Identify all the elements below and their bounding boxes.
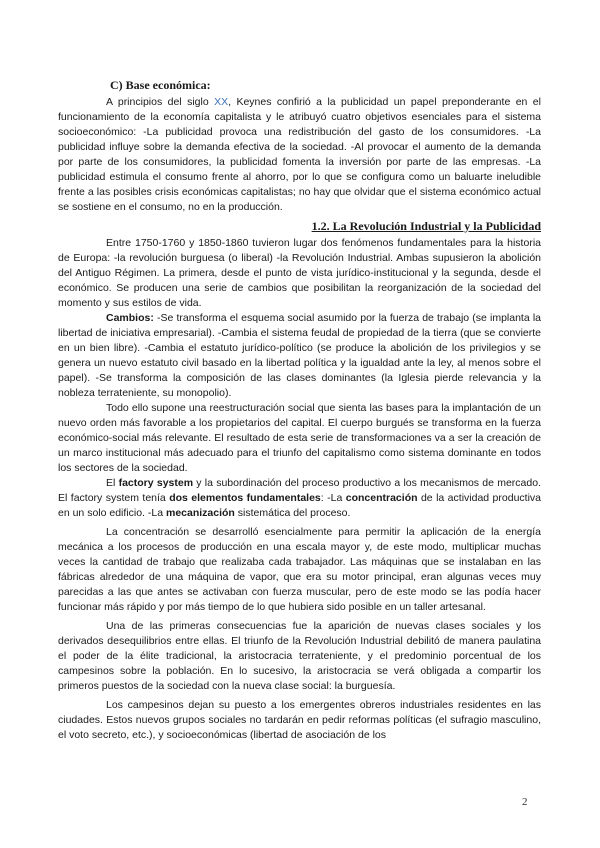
paragraph-cambios: Cambios: -Se transforma el esquema social asumido por la fuerza de trabajo (se implanta la libertad de iniciativa empresarial). -Cambia el sistema feudal de propiedad de la tierra (que se convierte en un bien libre). -Cambia el estatuto jurídico-político (se produce la abolición de los privilegios y se genera un nuevo estatuto civil basado en la libertad política y la igualdad ante la ley, al menos sobre el papel). -Se transforma la composición de las clases dominantes (la Iglesia pierde relevancia y la nobleza terrateniente, su monopolio). (58, 312, 541, 399)
section-1-2-title: 1.2. La Revolución Industrial y la Publicidad (311, 219, 541, 233)
paragraph-concentracion: La concentración se desarrolló esencialmente para permitir la aplicación de la energía mecánica a los procesos de producción en una escala mayor y, de este modo, multiplicar muchas veces la cantidad de trabajo que realizaba cada trabajador. Las máquinas que se instalaban en las fábricas alrededor de una máquina de vapor, que era su motor principal, eran algunas veces muy parecidas a las que antes se activaban con fuerza muscular, pero de este modo se las podía hacer funcionar más rápido y por más tiempo de lo que hubiera sido posible en un taller artesanal. (58, 526, 541, 613)
page-number: 2 (522, 796, 528, 808)
page-content (58, 78, 541, 743)
paragraph-factory-system: El factory system y la subordinación del proceso productivo a los mecanismos de mercado. El factory system tenía dos elementos fundamentales: -La concentración de la actividad productiva en un solo edificio. -La mecanización sistemática del proceso. (58, 477, 542, 519)
paragraph-campesinos: Los campesinos dejan su puesto a los emergentes obreros industriales residentes en las ciudades. Estos nuevos grupos sociales no tardarán en pedir reformas políticas (el sufragio masculino, el voto secreto, etc.), y socioeconómicas (libertad de asociación de los (58, 699, 541, 741)
cambios-label: Cambios: (106, 312, 154, 324)
section-c-heading: C) Base económica: (110, 78, 211, 92)
century-roman-numeral: XX (214, 96, 229, 108)
paragraph-consecuencias: Una de las primeras consecuencias fue la aparición de nuevas clases sociales y los derivados desequilibrios entre ellas. El triunfo de la Revolución Industrial debilitó de manera paulatina el poder de la élite tradicional, la aristocracia terrateniente, y el predominio porcentual de los campesinos sobre la población. En lo sucesivo, la aristocracia se verá obligada a compartir los primeros puestos de la sociedad con la nueva clase social: la burguesía. (58, 620, 541, 692)
paragraph-reestructuracion: Todo ello supone una reestructuración social que sienta las bases para la implantación de un nuevo orden más favorable a los propietarios del capital. El cuerpo burgués se transforma en la fuerza económico-social más relevante. El resultado de esta serie de transformaciones va a ser la creación de un marco institucional más adecuado para el triunfo del capitalismo como sistema dominante en todos los sectores de la sociedad. (58, 402, 541, 474)
paragraph-revolutions: Entre 1750-1760 y 1850-1860 tuvieron lugar dos fenómenos fundamentales para la historia de Europa: -la revolución burguesa (o liberal) -la Revolución Industrial. Ambas supusieron la abolición del Antiguo Régimen. La primera, desde el punto de vista jurídico-institucional y la segunda, desde el económico. Se producen una serie de cambios que posibilitan la reorganización de la sociedad del momento y sus estilos de vida. (58, 237, 541, 309)
section-c-paragraph: A principios del siglo XX, Keynes confirió a la publicidad un papel preponderante en el funcionamiento de la economía capitalista y le atribuyó cuatro objetivos esenciales para el sistema socioeconómico: -La publicidad provoca una redistribución del gasto de los consumidores. -La publicidad influye sobre la demanda efectiva de la sociedad. -Al provocar el aumento de la demanda por parte de los consumidores, la publicidad fomenta la inversión por parte de las empresas. -La publicidad estimula el consumo frente al ahorro, por lo que se configura como un baluarte ineludible frente a las posibles crisis económicas capitalistas; no hay que olvidar que el sistema económico actual se sostiene en el consumo, no en la producción. (58, 96, 541, 213)
